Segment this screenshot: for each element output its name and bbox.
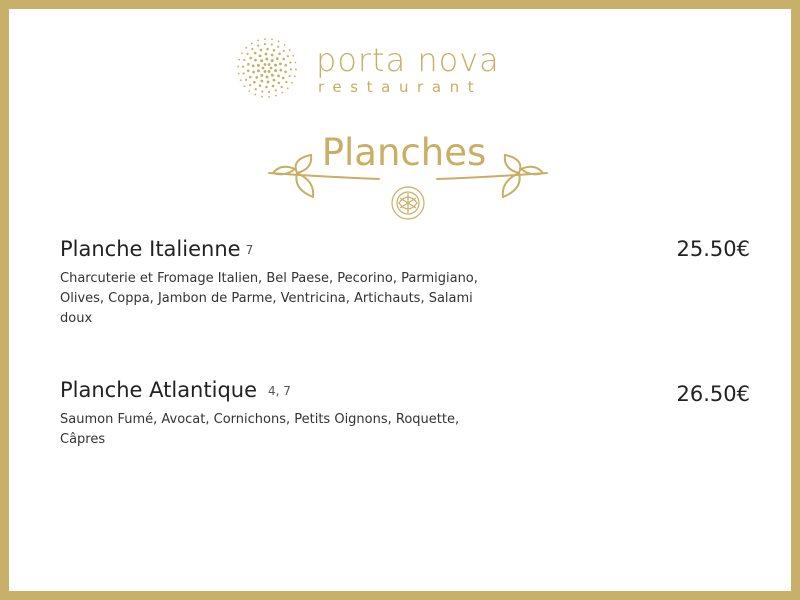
brand-name: porta nova — [316, 41, 500, 79]
item-price: 26.50€ — [676, 382, 750, 406]
sunburst-logo-icon — [234, 35, 300, 101]
brand-subtitle: restaurant — [318, 78, 483, 96]
item-allergens: 4, 7 — [268, 384, 291, 398]
section-title: Planches — [321, 131, 487, 174]
item-allergens: 7 — [245, 243, 254, 257]
menu-page — [9, 9, 791, 591]
item-description: Charcuterie et Fromage Italien, Bel Paese, Pecorino, Parmigiano, Olives, Coppa, Jambon de Parme, Ventricina, Artichauts, Salami doux — [60, 271, 478, 326]
item-name: Planche Atlantique — [60, 378, 257, 402]
menu-item — [60, 377, 750, 450]
leaf-divider-icon — [267, 151, 549, 223]
item-description: Saumon Fumé, Avocat, Cornichons, Petits Oignons, Roquette, Câpres — [60, 412, 460, 447]
item-price: 25.50€ — [676, 237, 750, 261]
item-name: Planche Italienne — [60, 237, 241, 261]
restaurant-logo — [234, 35, 514, 105]
menu-item — [60, 236, 750, 329]
